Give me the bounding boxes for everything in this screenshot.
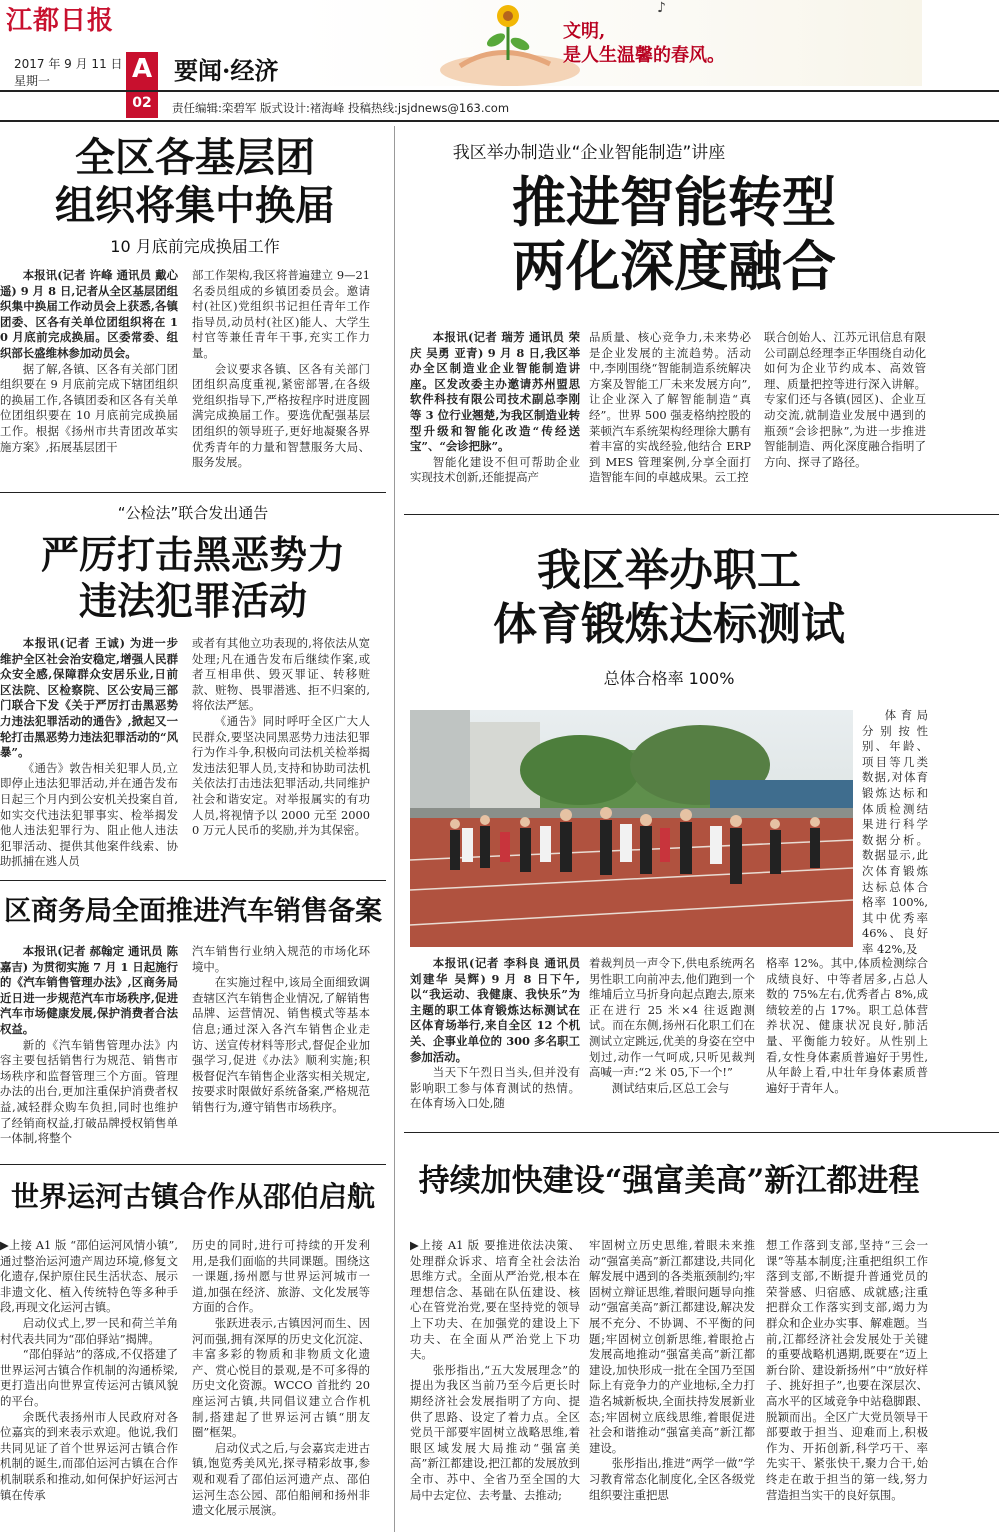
date-line: 2017 年 9 月 11 日 xyxy=(14,57,123,71)
left-divider-1 xyxy=(0,492,386,493)
article4-column-2 xyxy=(589,956,755,1116)
article1-para: 据了解,各镇、区各有关部门团组织要在 9 月底前完成下辖团组织的换届工作,各镇团委和区各有关单位团组织要在 10 月底前完成换届工作。根据《扬州市共青团改革实施方案》,拓展基层团干 xyxy=(0,361,178,454)
article2-column-1 xyxy=(410,330,580,506)
article6-para: “邵伯驿站”的落成,不仅搭建了世界运河古镇合作机制的沟通桥梁,更打造出向世界宣传运河古镇风貌的平台。 xyxy=(0,1347,178,1408)
right-divider-2 xyxy=(404,1132,999,1133)
section-badge xyxy=(126,52,158,118)
article5-para: 在实施过程中,该局全面细致调查辖区汽车销售企业情况,了解销售品牌、运营情况、销售模式等基本信息;通过深入各汽车销售企业走访、送宣传材料等形式,督促企业加强学习,促进《办法》顺利实施;积极督促汽车销售企业落实相关规定,按要求时限做好系统备案,严格规范销售行为,遵守销售市场秩序。 xyxy=(192,975,370,1114)
weekday-line: 星期一 xyxy=(14,74,51,88)
article1-subtitle: 10 月底前完成换届工作 xyxy=(110,237,280,256)
article4-column-3 xyxy=(766,956,928,1116)
article7-para: ▶上接 A1 版 要推进依法决策、处理群众诉求、培育全社会法治思维方式。全面从严治党,根本在理想信念、基础在队伍建设、核心在管党治党,要在坚持党的领导上下功夫、在加强党的建设上下功夫、在全面从严治党上下功夫。 xyxy=(410,1238,580,1362)
article6-para: 张跃进表示,古镇因河而生、因河而强,拥有深厚的历史文化沉淀、丰富多彩的物质和非物质文化遗产、赏心悦目的景观,是不可多得的历史文化资源。WCCO 首批约 20 座运河古镇,共同倡议建立合作机制,搭建起了世界运河古镇“朋友圈”框架。 xyxy=(192,1315,370,1440)
article1-para: 部工作架构,我区将普遍建立 9—21 名委员组成的乡镇团委员会。邀请村(社区)党组织书记担任青年工作指导员,动员村(社区)能人、大学生村官等兼任青年干事,充实工作力量。 xyxy=(192,268,370,360)
article3-title-line1: 严厉打击黑恶势力 xyxy=(40,532,345,577)
article6-para: 历史的同时,进行可持续的开发利用,是我们面临的共同课题。围绕这一课题,扬州愿与世界运河城市一道,加强在经济、旅游、文化发展等方面的合作。 xyxy=(192,1238,370,1315)
article1-para: 本报讯(记者 许峰 通讯员 戴心遥) 9 月 8 日,记者从全区基层团组织集中换届工作动员会上获悉,各镇团委、区各有关单位团组织将在 10 月底前完成换届。区委常委、组织部长盛维林参加动员会。 xyxy=(0,268,178,360)
article4-side-column xyxy=(862,708,928,958)
article6-para: ▶上接 A1 版 “邵伯运河风情小镇”,通过整治运河遗产周边环境,修复文化遗存,保护原住民生活状态、展示非遗文化、植入传统特色等多种手段,再现文化运河古镇。 xyxy=(0,1238,178,1315)
article7-para: 张彤指出,“五大发展理念”的提出为我区当前乃至今后更长时期经济社会发展指明了方向、提供了思路、设定了着力点。全区党员干部要牢固树立战略思维,着眼区域发展大局推动“强富美高”新江都建设,把江都的发展放到全市、苏中、全省乃至全国的大局中去定位、去考量、去推动; xyxy=(410,1362,580,1502)
left-divider-2 xyxy=(0,880,386,881)
article2-para: 本报讯(记者 瑞芳 通讯员 荣庆 吴勇 亚青) 9 月 8 日,我区举办全区制造业企业智能制造讲座。区发改委主办邀请苏州盟思软件科技有限公司技术副总李刚等 3 位行业翘楚,为我区制造业转型升级和智能化改造“传经送宝”、“会诊把脉”。 xyxy=(410,330,580,454)
article5-para: 汽车销售行业纳入规范的市场化环境中。 xyxy=(192,944,370,974)
banner-slogan xyxy=(563,20,725,68)
article4-title-line2: 体育锻炼达标测试 xyxy=(493,599,845,650)
article2-title xyxy=(404,170,944,298)
banner-line-2: 是人生温馨的春风。 xyxy=(563,45,725,66)
article4-para: 本报讯(记者 李科良 通讯员 刘建华 吴辉) 9 月 8 日下午,以“我运动、我健康、我快乐”为主题的职工体育锻炼达标测试在区体育场举行,来自全区 12 个机关、企事业单位的 300 多名职工参加活动。 xyxy=(410,956,580,1064)
article5-para: 本报讯(记者 郝翰定 通讯员 陈嘉吉) 为贯彻实施 7 月 1 日起施行的《汽车销售管理办法》,区商务局近日进一步规范汽车市场秩序,促进汽车市场健康发展,保护消费者合法权益。 xyxy=(0,944,178,1036)
article7-column-2 xyxy=(589,1238,755,1534)
article1-column-2 xyxy=(192,268,370,478)
article6-para: 启动仪式之后,与会嘉宾走进古镇,饱览秀美风光,探寻精彩故事,参观和观看了邵伯运河遗产点、邵伯运河生态公园、邵伯船闸和扬州非遗文化展示展演。 xyxy=(192,1440,370,1518)
article2-para: 智能化建设不但可帮助企业实现技术创新,还能提高产 xyxy=(410,454,580,485)
article3-column-1 xyxy=(0,636,178,872)
article6-title: 世界运河古镇合作从邵伯启航 xyxy=(10,1180,375,1213)
right-divider-1 xyxy=(404,514,999,515)
article2-para: 联合创始人、江苏元讯信息有限公司副总经理李正华围绕自动化如何为企业节约成本、高效管理、质量把控等进行深入讲解。专家们还与各镇(园区)、企业互动交流,就制造业发展中遇到的瓶颈“会诊把脉”,为进一步推进智能制造、两化深度融合指明了方向、探寻了路径。 xyxy=(764,330,926,469)
article4-para: 当天下午烈日当头,但并没有影响职工参与体育测试的热情。在体育场入口处,随 xyxy=(410,1065,580,1111)
article7-column-3 xyxy=(766,1238,928,1534)
article2-kicker: 我区举办制造业“企业智能制造”讲座 xyxy=(452,143,726,163)
article2-column-3 xyxy=(764,330,926,506)
article2-para: 品质量、核心竞争力,未来势必是企业发展的主流趋势。活动中,李刚围绕“智能制造系统解决方案及智能工厂未来发展方向”,让企业深入了解智能制造“真经”。世界 500 强麦格纳控股的莱顿汽车系统架构经理徐大鹏有着丰富的实战经验,他结合 ERP 到 MES 管理案例,分享全面打造智能车间的卓越成果。云工控 xyxy=(589,330,751,485)
article7-column-1 xyxy=(410,1238,580,1534)
section-name: 要闻·经济 xyxy=(174,56,279,85)
article4-para: 格率 12%。其中,体质检测综合成绩良好、中等者居多,占总人数的 75%左右,优秀者占 8%,成绩较差的占 17%。职工总体营养状况、健康状况良好,肺活量、平衡能力较好。从性别上看,女性身体素质普遍好于男性,从年龄上看,中壮年身体素质普遍好于青年人。 xyxy=(766,956,928,1095)
article2-column-2 xyxy=(589,330,751,506)
article4-subtitle: 总体合格率 100% xyxy=(603,669,735,688)
article3-title-line2: 违法犯罪活动 xyxy=(78,578,307,623)
article7-para: 张彤指出,推进“两学一做”学习教育常态化制度化,全区各级党组织要注重把思 xyxy=(589,1456,755,1502)
section-letter: A xyxy=(131,54,153,84)
article1-title-line2: 组织将集中换届 xyxy=(55,182,335,229)
article5-column-1 xyxy=(0,944,178,1160)
article6-para: 启动仪式上,罗一民和荷兰羊角村代表共同为“邵伯驿站”揭牌。 xyxy=(0,1315,178,1346)
article3-para: 或者有其他立功表现的,将依法从宽处理;凡在通告发布后继续作案,或者互相串供、毁灭罪证、转移赃款、赃物、畏罪潜逃、拒不归案的,将依法严惩。 xyxy=(192,636,370,713)
article1-para: 会议要求各镇、区各有关部门团组织高度重视,紧密部署,在各级党组织指导下,严格按程序时进度圆满完成换届工作。要选优配强基层团组织的领导班子,更好地凝聚各界优秀青年的力量和智慧服务大局、服务发展。 xyxy=(192,361,370,470)
article7-para: 想工作落到支部,坚持“三会一课”等基本制度;注重把组织工作落到支部,不断提升普通党员的荣誉感、归宿感、成就感;注重把群众工作落实到支部,竭力为群众和企业办实事、解难题。当前,江都经济社会发展处于关键的重要战略机遇期,既要在“迈上新台阶、建设新扬州”中“放好样子、挑好担子”,也要在深层次、高水平的区域竞争中站稳脚跟、脱颖而出。全区广大党员领导干部要敢于担当、迎难而上,积极作为、开拓创新,科学巧干、率先实干、紧张快干,聚力合干,始终走在敢于担当的第一线,努力营造担当实干的良好氛围。 xyxy=(766,1238,928,1502)
article4-side-para: 体育局分别按性别、年龄、项目等几类数据,对体育锻炼达标和体质检测结果进行科学数据分析。数据显示,此次体育锻炼达标总体合格率 100%,其中优秀率 46%、良好率 42%,及 xyxy=(862,708,928,956)
article3-para: 《通告》同时呼吁全区广大人民群众,要坚决同黑恶势力违法犯罪行为作斗争,积极向司法机关检举揭发违法犯罪人员,支持和协助司法机关依法打击违法犯罪活动,共同维护社会和谐安定。对举报属实的有功人员,将视情予以 2000 元至 20000 万元人民币的奖励,并为其保密。 xyxy=(192,713,370,838)
article3-para: 本报讯(记者 王诚) 为进一步维护全区社会治安稳定,增强人民群众安全感,保障群众安居乐业,日前区法院、区检察院、区公安局三部门联合下发《关于严厉打击黑恶势力违法犯罪活动的通告》,掀起又一轮打击黑恶势力违法犯罪活动的“风暴”。 xyxy=(0,636,178,760)
article2-title-line1: 推进智能转型 xyxy=(512,170,836,234)
article4-para: 着裁判员一声令下,供电系统两名男性职工向前冲去,他们跑到一个维埔后立马折身向起点跑去,原来正在进行 25 米×4 往返跑测试。而在东侧,扬州石化职工们在测试立定跳远,优美的身姿在空中划过,动作一气呵成,只听见裁判高喊一声:“2 米 05,下一个!” xyxy=(589,956,755,1080)
article4-column-1 xyxy=(410,956,580,1116)
photo-illustration xyxy=(410,710,853,947)
article3-para: 《通告》敦告相关犯罪人员,立即停止违法犯罪活动,并在通告发布日起三个月内到公安机关投案自首,如实交代违法犯罪事实、检举揭发他人违法犯罪行为、阻止他人违法犯罪活动、提供其他案件线索、协助抓捕在逃人员 xyxy=(0,760,178,869)
article5-para: 新的《汽车销售管理办法》内容主要包括销售行为规范、销售市场秩序和监督管理三个方面。管理办法的出台,更加注重保护消费者权益,减轻群众购车负担,同时也维护了经销商权益,打破品牌授权销售单一体制,将整个 xyxy=(0,1037,178,1146)
article3-kicker: “公检法”联合发出通告 xyxy=(117,504,269,522)
masthead-rule-bottom xyxy=(0,120,999,122)
article2-title-line2: 两化深度融合 xyxy=(512,234,836,298)
article4-para: 测试结束后,区总工会与 xyxy=(611,1080,730,1095)
editor-credits: 责任编辑:栾碧军 版式设计:褚海峰 投稿热线:jsjdnews@163.com xyxy=(172,101,510,115)
newspaper-logo: 江都日报 xyxy=(6,6,115,36)
article1-title-line1: 全区各基层团 xyxy=(75,134,315,181)
article7-para: 牢固树立历史思维,着眼未来推动“强富美高”新江都建设,共同化解发展中遇到的各类瓶颈制约;牢固树立辩证思维,着眼问题导向推动“强富美高”新江都建设,解决发展不充分、不协调、不平衡的问题;牢固树立创新思维,着眼抢占发展高地推动“强富美高”新江都建设,加快形成一批在全国乃至国际上有竞争力的产业地标,全力打造名城新板块,全面扶持发展新业态;牢固树立底线思维,着眼促进社会和谐推动“强富美高”新江都建设。 xyxy=(589,1238,755,1455)
column-divider xyxy=(394,126,395,1532)
article5-column-2 xyxy=(192,944,370,1160)
article4-title xyxy=(404,544,934,652)
left-divider-3 xyxy=(0,1164,386,1165)
article6-column-2 xyxy=(192,1238,370,1534)
issue-date xyxy=(14,56,123,90)
article3-column-2 xyxy=(192,636,370,872)
track-running-photo xyxy=(410,710,853,947)
article6-para: 余既代表扬州市人民政府对各位嘉宾的到来表示欢迎。他说,我们共同见证了首个世界运河古镇合作机制的诞生,而邵伯运河古镇在合作机制联系和推动,如何保护好运河古镇在传承 xyxy=(0,1409,178,1502)
article1-column-1 xyxy=(0,268,178,478)
article6-column-1 xyxy=(0,1238,178,1534)
svg-text:♪: ♪ xyxy=(657,0,666,16)
article7-title: 持续加快建设“强富美高”新江都进程 xyxy=(418,1163,920,1199)
masthead-rule-top xyxy=(0,90,999,92)
article4-title-line1: 我区举办职工 xyxy=(537,545,801,596)
article1-title xyxy=(8,134,382,230)
article3-title xyxy=(0,532,386,624)
article5-title: 区商务局全面推进汽车销售备案 xyxy=(4,896,382,927)
section-number: 02 xyxy=(132,95,152,111)
banner-line-1: 文明, xyxy=(563,21,606,42)
